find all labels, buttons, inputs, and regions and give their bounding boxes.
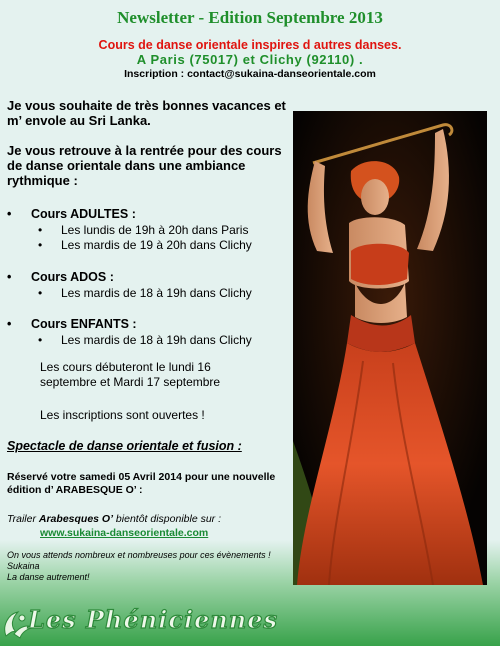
course-prefix: Cours [31, 270, 71, 284]
session-item [38, 238, 252, 252]
session-text: Les lundis de 19h à 20h dans Paris [61, 223, 249, 237]
newsletter-title: Newsletter - Edition Septembre 2013 [117, 8, 383, 27]
course-name: ENFANTS [70, 317, 129, 331]
trailer-name: Arabesques O’ [38, 513, 114, 525]
course-prefix: Cours [31, 317, 71, 331]
logo-text: Les Phéniciennes [28, 605, 279, 634]
dancer-illustration [293, 111, 487, 585]
course-name: ADULTES [70, 207, 129, 221]
session-text: Les mardis de 18 à 19h dans Clichy [61, 333, 252, 347]
show-heading: Spectacle de danse orientale et fusion : [7, 439, 242, 453]
slogan: La danse autrement! [7, 572, 90, 582]
start-date-info: Les cours débuteront le lundi 16 septembre et Mardi 17 septembre [40, 360, 221, 389]
session-item [38, 286, 252, 300]
course-name: ADOS [70, 270, 107, 284]
intro-rentree-text: Je vous retrouve à la rentrée pour des cours de danse orientale dans une ambiance rythmique : [7, 143, 282, 188]
course-ados-heading [7, 270, 114, 284]
signature-name: Sukaina [7, 561, 40, 571]
phéniciennes-logo [0, 596, 310, 642]
course-enfants-heading [7, 317, 137, 331]
bullet: • [7, 207, 12, 221]
sub-bullet: • [38, 286, 43, 300]
session-text: Les mardis de 19 à 20h dans Clichy [61, 238, 252, 252]
trailer-pre: Trailer [7, 513, 39, 525]
course-suffix: : [106, 270, 114, 284]
sub-bullet: • [38, 223, 43, 237]
sub-bullet: • [38, 238, 43, 252]
course-suffix: : [128, 317, 137, 331]
intro-vacation-text: Je vous souhaite de très bonnes vacances et m’ envole au Sri Lanka. [7, 98, 286, 128]
course-suffix: : [128, 207, 136, 221]
course-subtitle: Cours de danse orientale inspires d autres danses. [98, 38, 402, 52]
course-adultes-heading [7, 207, 136, 221]
locations-line: A Paris (75017) et Clichy (92110) . [136, 52, 364, 67]
inscription-contact[interactable]: Inscription : contact@sukaina-danseorientale.com [124, 68, 376, 80]
session-item [38, 223, 248, 237]
session-text: Les mardis de 18 à 19h dans Clichy [61, 286, 252, 300]
session-item [38, 333, 252, 347]
inscriptions-open: Les inscriptions sont ouvertes ! [40, 408, 205, 422]
sub-bullet: • [38, 333, 43, 347]
dancer-photo [293, 111, 487, 585]
trailer-line [7, 513, 221, 525]
show-reserve-text: Réservé votre samedi 05 Avril 2014 pour une nouvelle édition d’ ARABESQUE O’ : [7, 471, 276, 496]
trailer-post: bientôt disponible sur : [113, 513, 221, 525]
bullet: • [7, 270, 12, 284]
closing-line: On vous attends nombreux et nombreuses pour ces évènements ! [7, 550, 271, 560]
website-link[interactable]: www.sukaina-danseorientale.com [40, 527, 209, 539]
closing-message [7, 550, 277, 583]
bullet: • [7, 317, 12, 331]
course-prefix: Cours [31, 207, 71, 221]
